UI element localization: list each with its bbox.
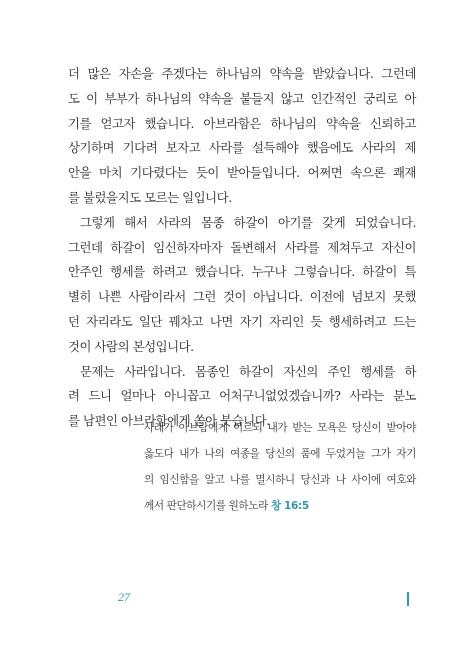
- text-line: 그렇게 해서 사라의 몸종 하갈이 아기를 갖게 되었습니다.: [80, 214, 416, 230]
- page-edge-mark: [407, 592, 409, 606]
- text-line: 던 자리라도 일단 꿰차고 나면 자기 자리인 듯 행세하려고 드는: [68, 313, 416, 329]
- text-line: 안주인 행세를 하려고 했습니다. 누구나 그렇습니다. 하갈이 특: [68, 264, 416, 280]
- page-number: 27: [118, 590, 130, 604]
- text-line: 를 남편인 아브라함에게 쏟아 붓습니다.: [68, 413, 270, 429]
- quote-line: 옳도다 내가 나의 여종을 당신의 품에 두었거늘 그가 자기: [144, 448, 416, 460]
- text-line: 그런데 하갈이 임신하자마자 돌변해서 사라를 제쳐두고 자신이: [68, 239, 416, 255]
- quote-line: [144, 493, 416, 519]
- text-line: 기를 얻고자 했습니다. 아브라함은 하나님의 약속을 신뢰하고: [68, 115, 416, 131]
- text-line: 더 많은 자손을 주겠다는 하나님의 약속을 받았습니다. 그런데: [68, 66, 416, 81]
- text-line: 도 이 부부가 하나님의 약속을 붙들지 않고 인간적인 궁리로 아: [68, 90, 416, 106]
- text-line: 것이 사람의 본성입니다.: [68, 338, 194, 354]
- text-line: 별히 나쁜 사람이라서 그런 것이 아닙니다. 이전에 넘보지 못했: [68, 289, 416, 305]
- text-line: 상기하며 기다려 보자고 사라를 설득해야 했음에도 사라의 제: [68, 140, 416, 156]
- text-line: 문제는 사라입니다. 몸종인 하갈이 자신의 주인 행세를 하: [80, 363, 416, 379]
- quote-line: 사래가 아브람에게 이르되 내가 받는 모욕은 당신이 받아야: [144, 422, 416, 434]
- text-line: 를 불렀을지도 모르는 일입니다.: [68, 189, 232, 205]
- paragraph-2-body: [68, 236, 416, 360]
- quote-last-text: 께서 판단하시기를 원하노라: [144, 500, 268, 512]
- scripture-reference: 창 16:5: [270, 500, 309, 512]
- paragraph-2: [68, 211, 416, 236]
- body-text: [68, 62, 416, 434]
- quote-line: 의 임신함을 알고 나를 멸시하니 당신과 나 사이에 여호와: [144, 474, 416, 486]
- text-line: 려 드니 얼마나 아니꼽고 어처구니없었겠습니까? 사라는 분노: [68, 388, 416, 404]
- text-line: 안을 마치 기다렸다는 듯이 받아들입니다. 어쩌면 속으론 쾌재: [68, 165, 416, 181]
- paragraph-1: [68, 62, 416, 211]
- scripture-quote: [144, 415, 416, 519]
- paragraph-3: [68, 360, 416, 385]
